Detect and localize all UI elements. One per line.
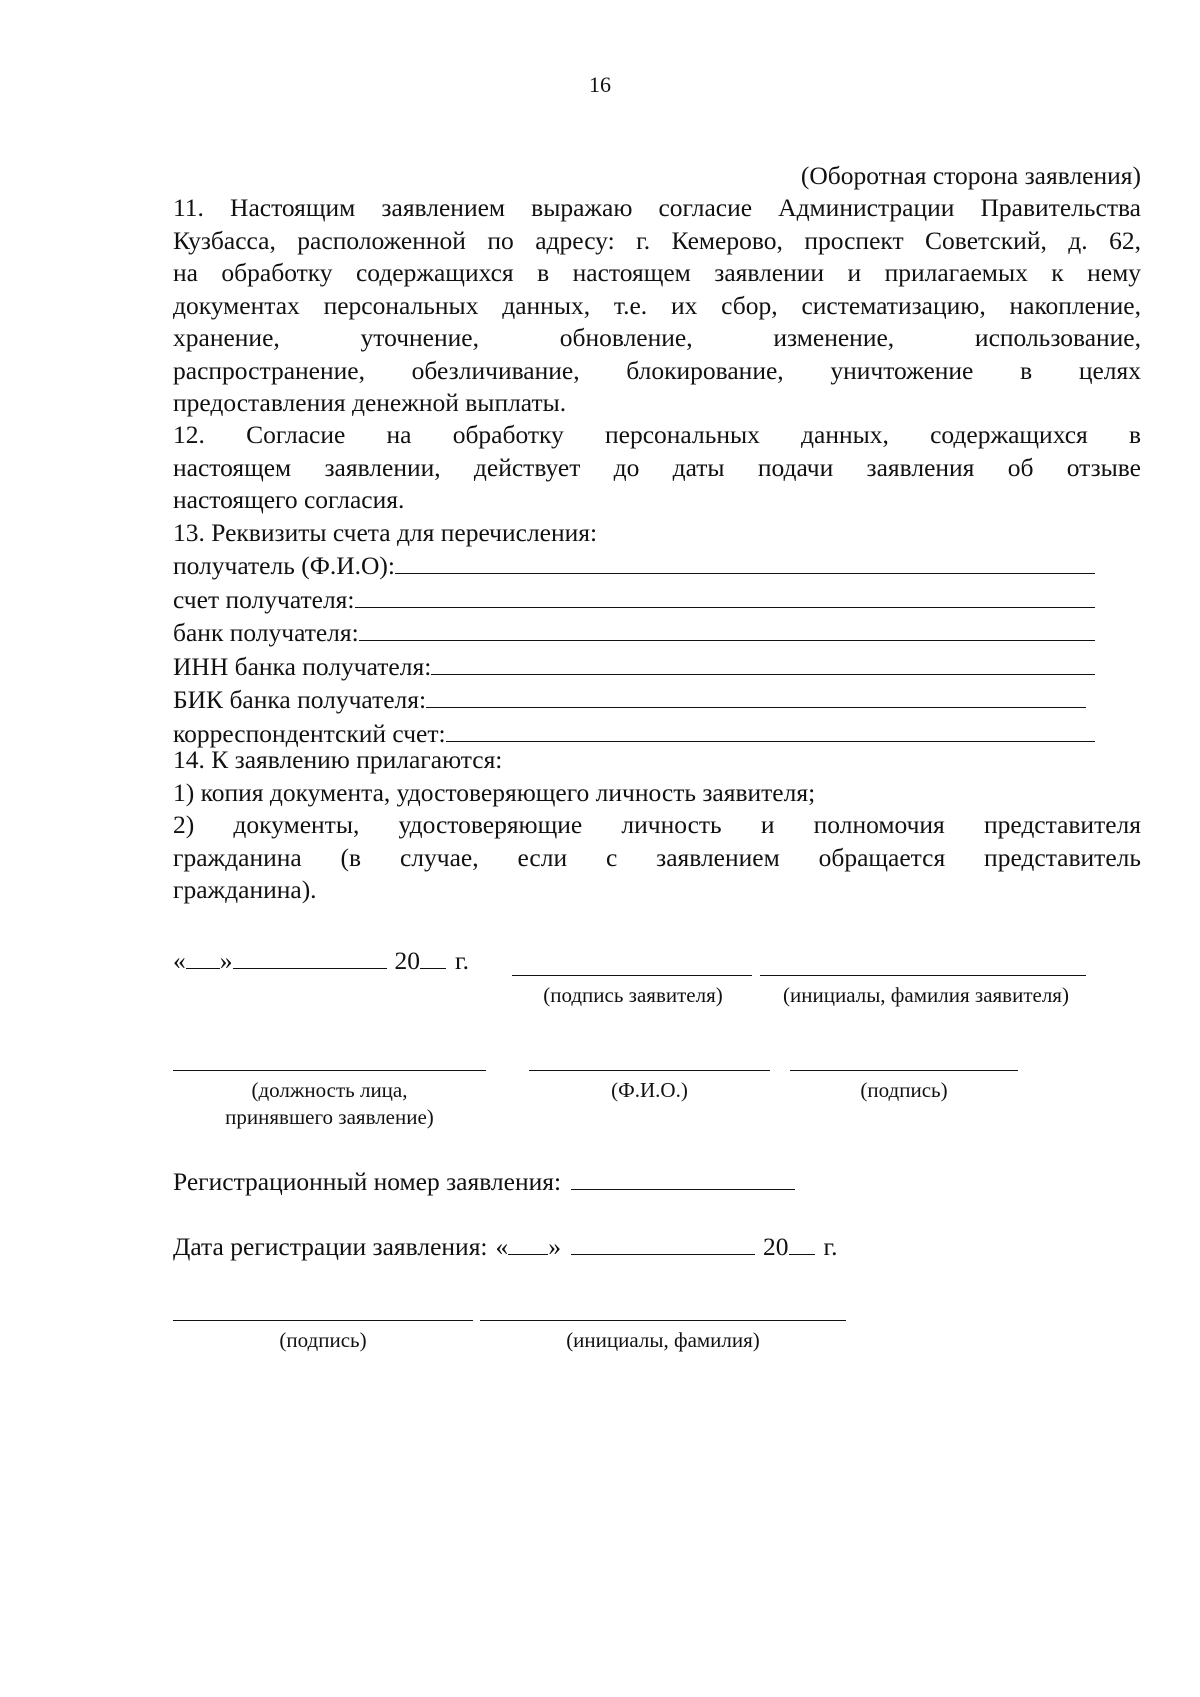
year-suffix: г. xyxy=(455,946,469,975)
applicant-signature-line[interactable] xyxy=(512,975,752,976)
field-recipient xyxy=(173,549,1095,583)
recipient-bank-line[interactable] xyxy=(359,616,1095,641)
field-label: счет получателя: xyxy=(173,584,355,614)
quote-open: « xyxy=(173,946,186,975)
registration-number-blank[interactable] xyxy=(571,1165,795,1190)
paragraph-line: распространение, обезличивание, блокирование, уничтожение в целях xyxy=(173,355,1141,385)
paragraph-line: документах персональных данных, т.е. их сбор, систематизацию, накопление, xyxy=(173,290,1141,320)
field-recipient-account xyxy=(173,583,1095,617)
field-bank-inn xyxy=(173,650,1095,684)
field-label: корреспондентский счет: xyxy=(173,718,446,748)
field-label: получатель (Ф.И.О): xyxy=(173,551,396,580)
recipient-name-line[interactable] xyxy=(395,549,1095,574)
quote-open: « xyxy=(495,1232,509,1261)
paragraph-line: предоставления денежной выплаты. xyxy=(173,388,567,417)
quote-close: » xyxy=(548,1232,562,1261)
final-signature-caption: (подпись) xyxy=(279,1328,367,1352)
official-signature-line[interactable] xyxy=(790,1070,1018,1071)
applicant-date-line xyxy=(173,944,469,977)
caption-line: принявшего заявление) xyxy=(225,1105,434,1129)
reg-year-suffix: г. xyxy=(823,1232,838,1261)
reg-month-blank[interactable] xyxy=(571,1230,755,1255)
paragraph-line: хранение, уточнение, обновление, изменение, использование, xyxy=(173,323,1141,352)
year-prefix: 20 xyxy=(394,946,420,975)
field-recipient-bank xyxy=(173,616,1095,650)
attachment-2-line: гражданина). xyxy=(173,875,317,904)
item-12-consent-validity xyxy=(173,419,1141,517)
applicant-signature-caption: (подпись заявителя) xyxy=(543,983,723,1007)
applicant-name-caption: (инициалы, фамилия заявителя) xyxy=(783,983,1069,1007)
registration-number-label: Регистрационный номер заявления: xyxy=(173,1167,562,1196)
month-blank[interactable] xyxy=(233,944,387,969)
bank-bik-line[interactable] xyxy=(426,683,1086,708)
caption-line: (должность лица, xyxy=(251,1078,408,1102)
year-blank[interactable] xyxy=(420,944,446,969)
reg-year-prefix: 20 xyxy=(763,1232,789,1261)
official-name-caption: (Ф.И.О.) xyxy=(611,1078,688,1102)
page-number: 16 xyxy=(589,72,611,97)
final-signature-line[interactable] xyxy=(173,1320,473,1321)
attachment-1: 1) копия документа, удостоверяющего личность заявителя; xyxy=(173,777,816,807)
bank-inn-line[interactable] xyxy=(431,650,1095,675)
paragraph-line: 11. Настоящим заявлением выражаю согласие Администрации Правительства xyxy=(173,193,1141,222)
reverse-side-note: (Оборотная сторона заявления) xyxy=(800,161,1141,190)
quote-close: » xyxy=(219,946,233,975)
paragraph-line: 12. Согласие на обработку персональных данных, содержащихся в xyxy=(173,420,1141,449)
item-13-title: 13. Реквизиты счета для перечисления: xyxy=(173,518,598,547)
official-position-caption xyxy=(173,1077,486,1131)
item-11-consent xyxy=(173,192,1141,420)
attachment-2-line: 2) документы, удостоверяющие личность и полномочия представителя xyxy=(173,810,1141,839)
reg-day-blank[interactable] xyxy=(508,1230,548,1255)
item-14-attachments xyxy=(173,744,1141,907)
registration-date-row xyxy=(173,1230,837,1263)
paragraph-line: настоящего согласия. xyxy=(173,485,405,514)
item-14-title: 14. К заявлению прилагаются: xyxy=(173,745,503,774)
recipient-account-line[interactable] xyxy=(355,583,1096,608)
final-name-line[interactable] xyxy=(480,1320,846,1321)
field-label: банк получателя: xyxy=(173,618,359,647)
day-blank[interactable] xyxy=(186,944,220,969)
field-bank-bik xyxy=(173,683,1086,717)
official-signature-caption: (подпись) xyxy=(860,1078,948,1102)
account-details xyxy=(173,549,1095,750)
official-name-line[interactable] xyxy=(529,1070,770,1071)
field-label: ИНН банка получателя: xyxy=(173,651,432,681)
attachment-2-line: гражданина (в случае, если с заявлением обращается представитель xyxy=(173,842,1141,872)
correspondent-account-line[interactable] xyxy=(446,717,1095,742)
field-label: БИК банка получателя: xyxy=(173,685,427,714)
paragraph-line: Кузбасса, расположенной по адресу: г. Кемерово, проспект Советский, д. 62, xyxy=(173,225,1141,255)
paragraph-line: на обработку содержащихся в настоящем заявлении и прилагаемых к нему xyxy=(173,258,1141,287)
official-position-line[interactable] xyxy=(173,1070,486,1071)
applicant-name-line[interactable] xyxy=(760,975,1086,976)
reg-year-blank[interactable] xyxy=(789,1230,815,1255)
registration-number-row xyxy=(173,1165,795,1198)
paragraph-line: настоящем заявлении, действует до даты подачи заявления об отзыве xyxy=(173,452,1141,482)
final-name-caption: (инициалы, фамилия) xyxy=(566,1328,760,1352)
registration-date-label: Дата регистрации заявления: xyxy=(173,1232,488,1261)
